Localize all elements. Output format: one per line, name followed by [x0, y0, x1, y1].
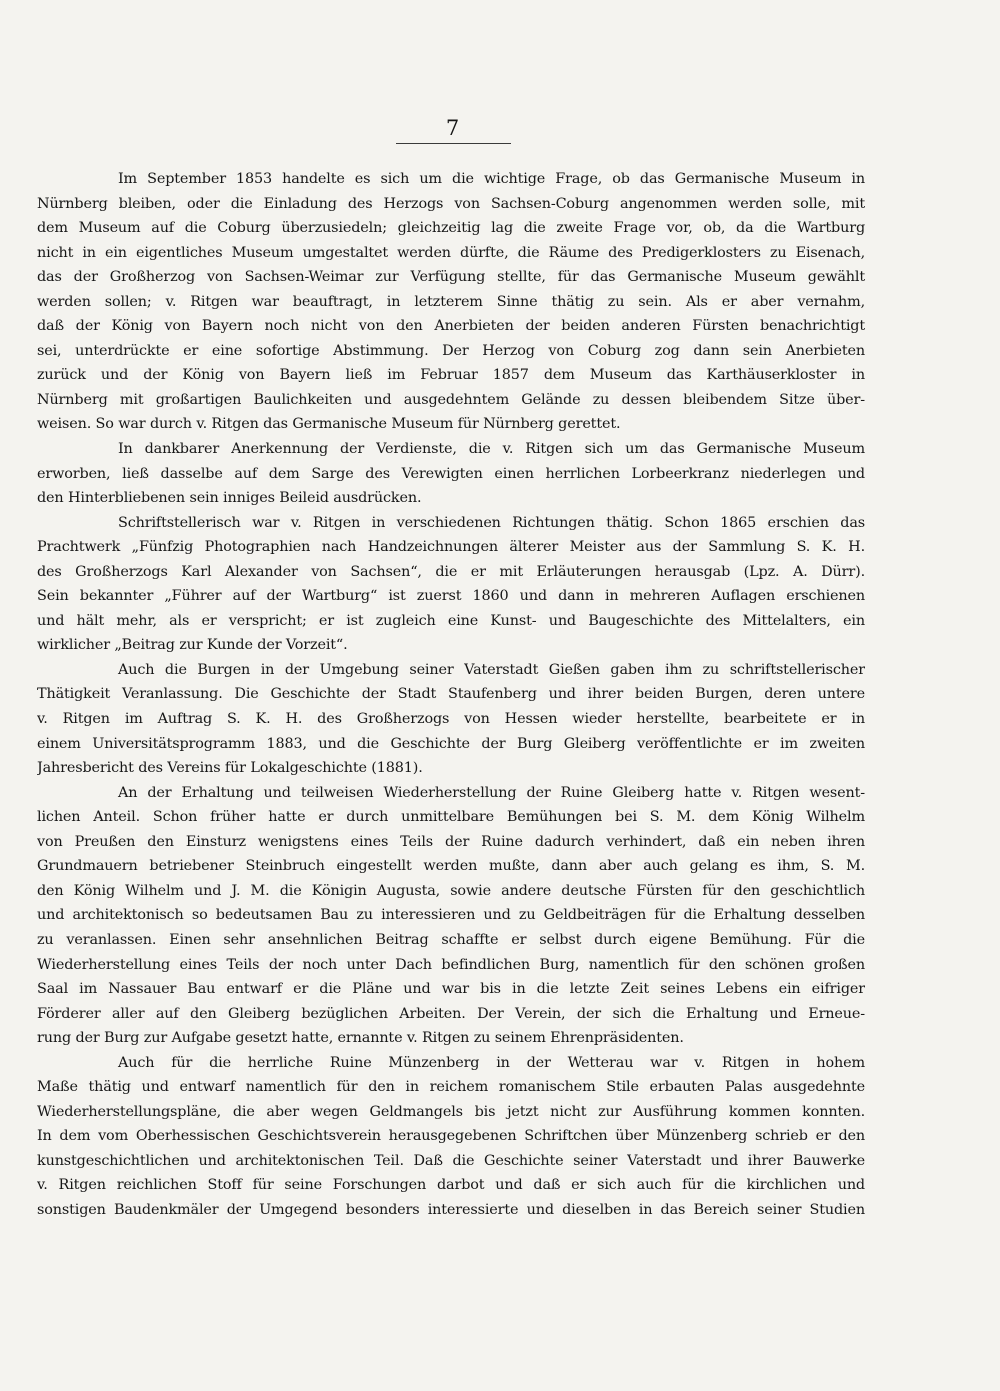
text-line: wirklicher „Beitrag zur Kunde der Vorzeit“.	[37, 637, 348, 654]
text-line: rung der Burg zur Aufgabe gesetzt hatte, ernannte v. Ritgen zu seinem Ehrenpräsidenten.	[37, 1030, 684, 1047]
text-line: zu veranlassen. Einen sehr ansehnlichen Beitrag schaffte er selbst durch eigene Bemühung. Für die	[37, 931, 865, 948]
text-line: Sein bekannter „Führer auf der Wartburg“ ist zuerst 1860 und dann in mehreren Auflagen erschienen	[37, 588, 865, 605]
text-line: v. Ritgen im Auftrag S. K. H. des Großherzogs von Hessen wieder herstellte, bearbeitete er in	[37, 711, 865, 728]
text-line: den König Wilhelm und J. M. die Königin Augusta, sowie andere deutsche Fürsten für den geschichtlich	[37, 882, 865, 899]
text-line: des Großherzogs Karl Alexander von Sachsen“, die er mit Erläuterungen herausgab (Lpz. A. Dürr).	[37, 563, 865, 580]
text-line: Thätigkeit Veranlassung. Die Geschichte der Stadt Staufenberg und ihrer beiden Burgen, deren untere	[37, 686, 865, 703]
text-line: Wiederherstellungspläne, die aber wegen Geldmangels bis jetzt nicht zur Ausführung kommen konnten.	[37, 1103, 865, 1120]
body-text	[37, 167, 865, 1223]
text-line: das der Großherzog von Sachsen-Weimar zur Verfügung stellte, für das Germanische Museum gewählt	[37, 269, 865, 286]
text-line: Jahresbericht des Vereins für Lokalgeschichte (1881).	[37, 760, 423, 777]
text-line: und hält mehr, als er verspricht; er ist zugleich eine Kunst- und Baugeschichte des Mittelalters, ein	[37, 612, 865, 629]
text-line: Maße thätig und entwarf namentlich für den in reichem romanischem Stile erbauten Palas ausgedehnte	[37, 1079, 865, 1096]
text-line: Auch die Burgen in der Umgebung seiner Vaterstadt Gießen gaben ihm zu schriftstellerischer	[118, 661, 865, 678]
text-line: nicht in ein eigentliches Museum umgestaltet werden dürfte, die Räume des Predigerklosters zu Eisenach,	[37, 244, 865, 261]
text-line: und architektonisch so bedeutsamen Bau zu interessieren und zu Geldbeiträgen für die Erhaltung desselben	[37, 907, 865, 924]
text-line: zurück und der König von Bayern ließ im Februar 1857 dem Museum das Karthäuserkloster in	[37, 367, 865, 384]
text-line: weisen. So war durch v. Ritgen das Germanische Museum für Nürnberg gerettet.	[37, 416, 621, 433]
text-line: dem Museum auf die Coburg überzusiedeln; gleichzeitig lag die zweite Frage vor, ob, da die Wartburg	[37, 220, 865, 237]
text-line: erworben, ließ dasselbe auf dem Sarge des Verewigten einen herrlichen Lorbeerkranz niederlegen und	[37, 465, 865, 482]
text-line: sei, unterdrückte er eine sofortige Abstimmung. Der Herzog von Coburg zog dann sein Anerbieten	[37, 342, 865, 359]
text-line: Nürnberg bleiben, oder die Einladung des Herzogs von Sachsen-Coburg angenommen werden solle, mit	[37, 195, 865, 212]
text-line: Prachtwerk „Fünfzig Photographien nach Handzeichnungen älterer Meister aus der Sammlung S. K. H.	[37, 539, 865, 556]
text-line: In dankbarer Anerkennung der Verdienste, die v. Ritgen sich um das Germanische Museum	[118, 441, 865, 458]
text-line: Förderer aller auf den Gleiberg bezüglichen Arbeiten. Der Verein, der sich die Erhaltung und Erneue-	[37, 1005, 865, 1022]
text-line: Nürnberg mit großartigen Baulichkeiten und ausgedehntem Gelände zu dessen bleibendem Sitze über-	[37, 391, 865, 408]
text-line: Auch für die herrliche Ruine Münzenberg in der Wetterau war v. Ritgen in hohem	[118, 1054, 865, 1071]
text-line: sonstigen Baudenkmäler der Umgegend besonders interessierte und dieselben in das Bereich seiner Studien	[37, 1201, 865, 1218]
text-line: In dem vom Oberhessischen Geschichtsverein herausgegebenen Schriftchen über Münzenberg schrieb er den	[37, 1128, 865, 1145]
text-line: Grundmauern betriebener Steinbruch eingestellt werden mußte, dann aber auch gelang es ihm, S. M.	[37, 858, 865, 875]
text-line: Schriftstellerisch war v. Ritgen in verschiedenen Richtungen thätig. Schon 1865 erschien das	[118, 514, 865, 531]
text-line: lichen Anteil. Schon früher hatte er durch unmittelbare Bemühungen bei S. M. dem König Wilhelm	[37, 809, 865, 826]
page-number: 7	[445, 116, 460, 140]
text-line: kunstgeschichtlichen und architektonischen Teil. Daß die Geschichte seiner Vaterstadt und ihrer Bauwerke	[37, 1152, 865, 1169]
text-line: werden sollen; v. Ritgen war beauftragt, in letzterem Sinne thätig zu sein. Als er aber vernahm,	[37, 293, 865, 310]
text-line: Im September 1853 handelte es sich um die wichtige Frage, ob das Germanische Museum in	[118, 171, 865, 187]
text-line: Saal im Nassauer Bau entwarf er die Pläne und war bis in die letzte Zeit seines Lebens ein eifriger	[37, 981, 865, 998]
text-line: einem Universitätsprogramm 1883, und die Geschichte der Burg Gleiberg veröffentlichte er im zweiten	[37, 735, 865, 752]
text-line: Wiederherstellung eines Teils der noch unter Dach befindlichen Burg, namentlich für den schönen großen	[37, 956, 865, 973]
header-rule	[396, 143, 511, 144]
text-line: v. Ritgen reichlichen Stoff für seine Forschungen darbot und daß er sich auch für die kirchlichen und	[37, 1177, 865, 1194]
text-line: von Preußen den Einsturz wenigstens eines Teils der Ruine dadurch verhindert, daß ein neben ihren	[37, 833, 865, 850]
text-line: An der Erhaltung und teilweisen Wiederherstellung der Ruine Gleiberg hatte v. Ritgen wesent-	[118, 784, 865, 801]
text-line: den Hinterbliebenen sein inniges Beileid ausdrücken.	[37, 490, 422, 507]
text-line: daß der König von Bayern noch nicht von den Anerbieten der beiden anderen Fürsten benachrichtigt	[37, 318, 865, 335]
